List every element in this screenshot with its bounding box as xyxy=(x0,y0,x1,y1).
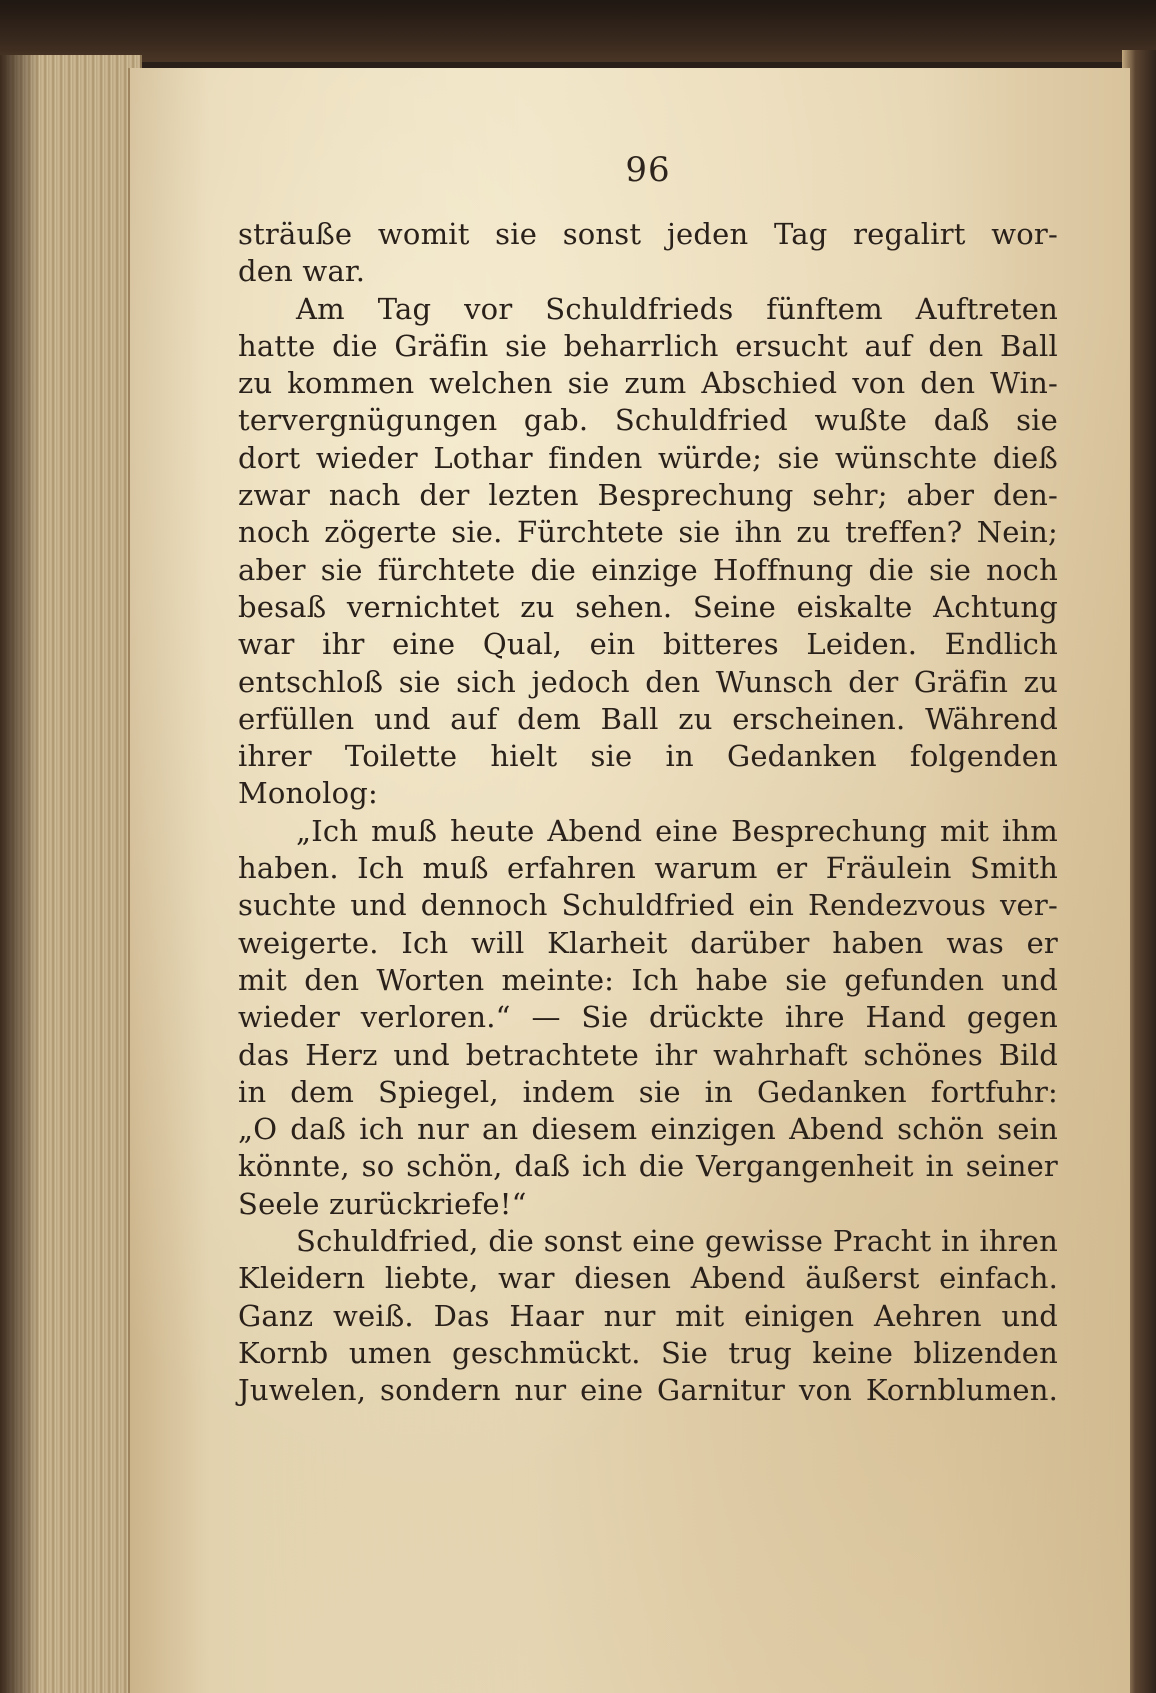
book-page xyxy=(128,68,1130,1693)
text-line: noch zögerte sie. Fürchtete sie ihn zu treffen? Nein; xyxy=(238,515,1058,550)
text-line: Kornb umen geschmückt. Sie trug keine blizenden xyxy=(238,1335,1058,1370)
text-line: Am Tag vor Schuldfrieds fünftem Auftreten xyxy=(296,291,1058,326)
body-text xyxy=(238,216,1058,1410)
page-stack-shadow xyxy=(0,55,40,1693)
text-line: ihrer Toilette hielt sie in Gedanken folgenden xyxy=(238,739,1058,774)
text-line: war ihr eine Qual, ein bitteres Leiden. Endlich xyxy=(238,627,1058,662)
text-line: sträuße womit sie sonst jeden Tag regalirt wor- xyxy=(238,217,1058,251)
text-line: tervergnügungen gab. Schuldfried wußte daß sie xyxy=(238,403,1058,438)
text-line: entschloß sie sich jedoch den Wunsch der Gräfin zu xyxy=(238,664,1058,699)
text-line: Seele zurückriefe!“ xyxy=(238,1186,527,1221)
text-line: Ganz weiß. Das Haar nur mit einigen Aehren und xyxy=(238,1298,1058,1333)
text-line: weigerte. Ich will Klarheit darüber haben was er xyxy=(238,925,1058,960)
text-line: wieder verloren.“ — Sie drückte ihre Hand gegen xyxy=(238,1000,1058,1035)
text-line: zwar nach der lezten Besprechung sehr; aber den- xyxy=(238,478,1058,513)
text-line: Monolog: xyxy=(238,776,378,811)
text-line: „O daß ich nur an diesem einzigen Abend schön sein xyxy=(238,1112,1058,1147)
text-line: Kleidern liebte, war diesen Abend äußerst einfach. xyxy=(238,1261,1058,1296)
page-number: 96 xyxy=(625,150,671,190)
text-line: zu kommen welchen sie zum Abschied von den Win- xyxy=(238,366,1058,401)
text-line: haben. Ich muß erfahren warum er Fräulein Smith xyxy=(238,851,1058,886)
text-line: hatte die Gräfin sie beharrlich ersucht auf den Ball xyxy=(238,328,1058,363)
text-line: Schuldfried, die sonst eine gewisse Pracht in ihren xyxy=(296,1224,1058,1259)
text-line: das Herz und betrachtete ihr wahrhaft schönes Bild xyxy=(238,1037,1058,1072)
text-line: besaß vernichtet zu sehen. Seine eiskalte Achtung xyxy=(238,589,1058,624)
text-line: den war. xyxy=(238,254,366,289)
text-line: in dem Spiegel, indem sie in Gedanken fortfuhr: xyxy=(238,1074,1058,1109)
text-line: mit den Worten meinte: Ich habe sie gefunden und xyxy=(238,962,1058,997)
book-binding-top xyxy=(0,0,1156,62)
text-line: Juwelen, sondern nur eine Garnitur von Kornblumen. xyxy=(238,1373,1058,1408)
text-line: könnte, so schön, daß ich die Vergangenheit in seiner xyxy=(238,1149,1058,1184)
text-line: erfüllen und auf dem Ball zu erscheinen. Während xyxy=(238,701,1058,736)
text-line: „Ich muß heute Abend eine Besprechung mit ihm xyxy=(296,813,1058,848)
text-line: suchte und dennoch Schuldfried ein Rendezvous ver- xyxy=(238,888,1058,923)
text-line: dort wieder Lothar finden würde; sie wünschte dieß xyxy=(238,440,1058,475)
text-line: aber sie fürchtete die einzige Hoffnung die sie noch xyxy=(238,552,1058,587)
